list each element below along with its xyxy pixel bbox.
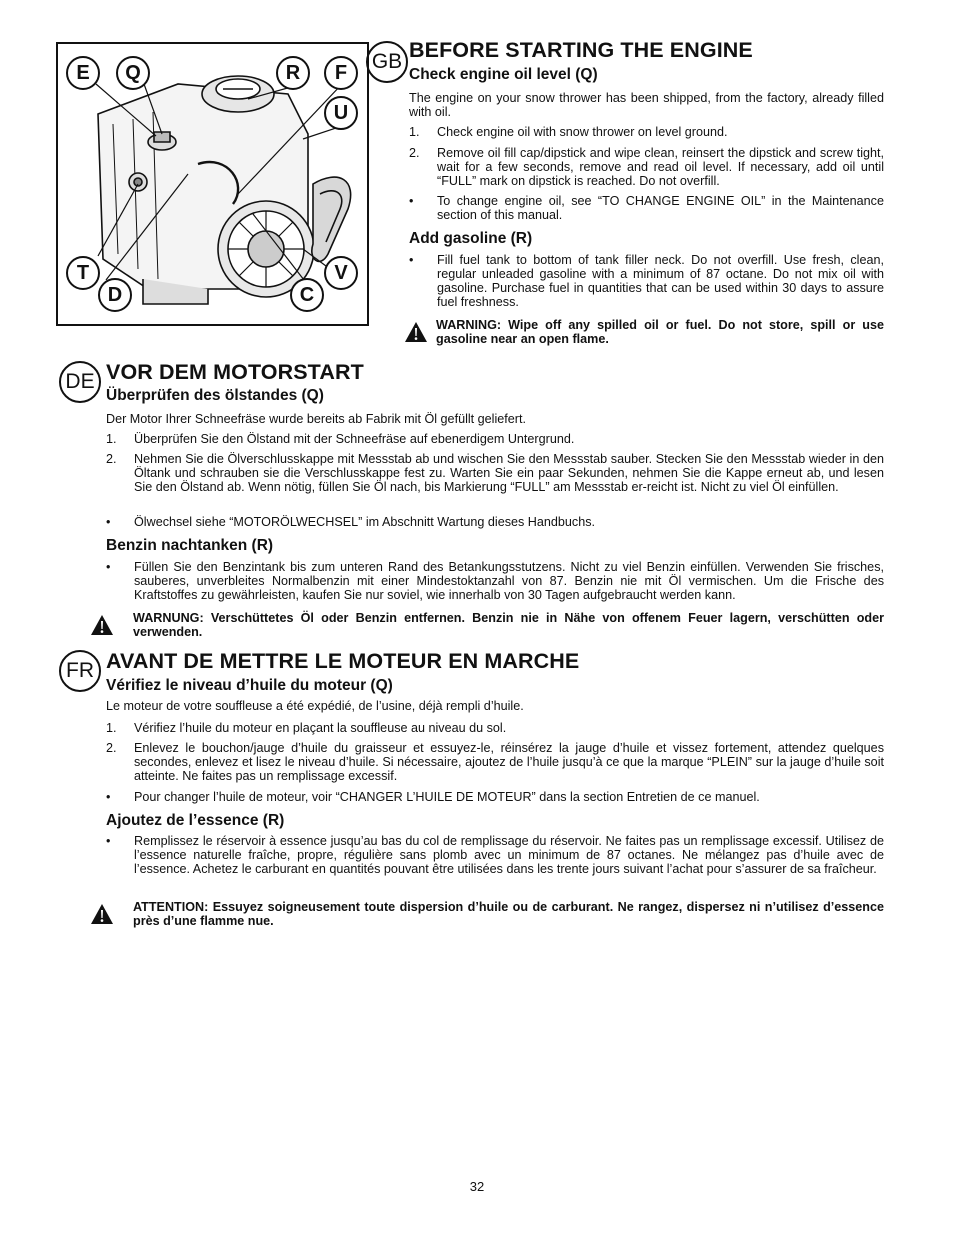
list-item: 2. Remove oil fill cap/dipstick and wipe clean, reinsert the dipstick and screw tight, wait for a few seconds, remove and read oil level. If necessary, add oil until “FULL” mark on dipstick is reached. Do not overfill.	[409, 146, 884, 188]
intro-fr: Le moteur de votre souffleuse a été expédié, de l’usine, déjà rempli d’huile.	[106, 699, 524, 713]
subheading-gas-gb: Add gasoline (R)	[409, 230, 533, 247]
list-item: 2. Nehmen Sie die Ölverschlusskappe mit Messstab ab und wischen Sie den Messstab sauber. Stecken Sie den Messstab wieder in den Öltank und schrauben sie die Verschlusskappe fest zu. Warten Sie ein paar Sekunden, nehmen Sie die Kappe erneut ab, und lesen Sie den Ölstand ab. Wenn nötig, füllen Sie Öl nach, bis Markierung “FULL” am Messstab er-reicht ist. Nicht zu viel Öl einfüllen.	[106, 452, 884, 494]
callout-f: F	[324, 56, 358, 90]
callout-e: E	[66, 56, 100, 90]
subheading-oil-de: Überprüfen des ölstandes (Q)	[106, 387, 324, 404]
list-item: • Fill fuel tank to bottom of tank filler neck. Do not overfill. Use fresh, clean, regular unleaded gasoline with a minimum of 87 octane. Do not mix oil with gasoline. Purchase fuel in quantities that can be used within 30 days to assure fuel freshness.	[409, 253, 884, 309]
warning-text-de: WARNUNG: Verschüttetes Öl oder Benzin entfernen. Benzin nie in Nähe von offenem Feuer lagern, verschütten oder verwenden.	[133, 611, 884, 639]
subheading-gas-fr: Ajoutez de l’essence (R)	[106, 812, 285, 829]
callout-u: U	[324, 96, 358, 130]
callout-q: Q	[116, 56, 150, 90]
language-badge-de: DE	[59, 361, 101, 403]
list-item: 1. Vérifiez l’huile du moteur en plaçant la souffleuse au niveau du sol.	[106, 721, 507, 735]
page-number: 32	[469, 1179, 485, 1194]
warning-text-gb: WARNING: Wipe off any spilled oil or fuel. Do not store, spill or use gasoline near an open flame.	[436, 318, 884, 346]
list-item: • To change engine oil, see “TO CHANGE ENGINE OIL” in the Maintenance section of this manual.	[409, 194, 884, 222]
warning-text-fr: ATTENTION: Essuyez soigneusement toute dispersion d’huile ou de carburant. Ne rangez, dispersez ni n’utilisez d’essence près d’une flamme nue.	[133, 900, 884, 928]
list-item: 1. Check engine oil with snow thrower on level ground.	[409, 125, 728, 139]
section-title-gb: BEFORE STARTING THE ENGINE	[409, 38, 753, 62]
callout-t: T	[66, 256, 100, 290]
list-item: • Füllen Sie den Benzintank bis zum unteren Rand des Betankungsstutzens. Nicht zu viel Benzin einfüllen. Verwenden Sie frisches, sauberes, unverbleites Normalbenzin mit einer Mindestoktanzahl von 87. Benzin nie mit Öl vermischen. Um die Frische des Kraftstoffes zu gewährleisten, kaufen Sie nur soviel, wie innerhalb von 30 Tagen aufgebraucht werden kann.	[106, 560, 884, 602]
list-item: • Pour changer l’huile de moteur, voir “CHANGER L’HUILE DE MOTEUR” dans la section Entretien de ce manuel.	[106, 790, 760, 804]
callout-v: V	[324, 256, 358, 290]
warning-icon	[404, 321, 428, 343]
intro-de: Der Motor Ihrer Schneefräse wurde bereits ab Fabrik mit Öl gefüllt geliefert.	[106, 412, 526, 426]
callout-c: C	[290, 278, 324, 312]
subheading-gas-de: Benzin nachtanken (R)	[106, 537, 274, 554]
language-badge-gb: GB	[366, 41, 408, 83]
warning-icon	[90, 614, 114, 636]
subheading-oil-fr: Vérifiez le niveau d’huile du moteur (Q)	[106, 677, 393, 694]
list-item: • Remplissez le réservoir à essence jusqu’au bas du col de remplissage du réservoir. Ne faites pas un remplissage excessif. Utilisez de l’essence naturelle fraîche, propre, régulière sans plomb avec un minimum de 87 octanes. Ne mélangez pas d’huile avec de l’essence. Achetez le carburant en quantités pouvant être utilisées dans les trente jours suivant l’achat pour s’assurer de sa fraîcheur.	[106, 834, 884, 876]
language-badge-fr: FR	[59, 650, 101, 692]
callout-d: D	[98, 278, 132, 312]
subheading-oil-gb: Check engine oil level (Q)	[409, 66, 598, 83]
list-item: • Ölwechsel siehe “MOTORÖLWECHSEL” im Abschnitt Wartung dieses Handbuchs.	[106, 515, 596, 529]
callout-r: R	[276, 56, 310, 90]
section-title-de: VOR DEM MOTORSTART	[106, 360, 364, 384]
section-title-fr: AVANT DE METTRE LE MOTEUR EN MARCHE	[106, 649, 580, 673]
list-item: 1. Überprüfen Sie den Ölstand mit der Schneefräse auf ebenerdigem Untergrund.	[106, 432, 575, 446]
engine-figure	[56, 42, 369, 326]
intro-gb: The engine on your snow thrower has been shipped, from the factory, already filled with oil.	[409, 91, 884, 119]
warning-icon	[90, 903, 114, 925]
list-item: 2. Enlevez le bouchon/jauge d’huile du graisseur et essuyez-le, réinsérez la jauge d’huile et vissez fortement, attendez quelques secondes, enlevez et lisez le niveau d’huile. Si nécessaire, ajoutez de l’huile jusqu’à ce que la marque “PLEIN” sur la jauge d’huile soit atteinte. Ne faites pas un remplissage excessif.	[106, 741, 884, 783]
